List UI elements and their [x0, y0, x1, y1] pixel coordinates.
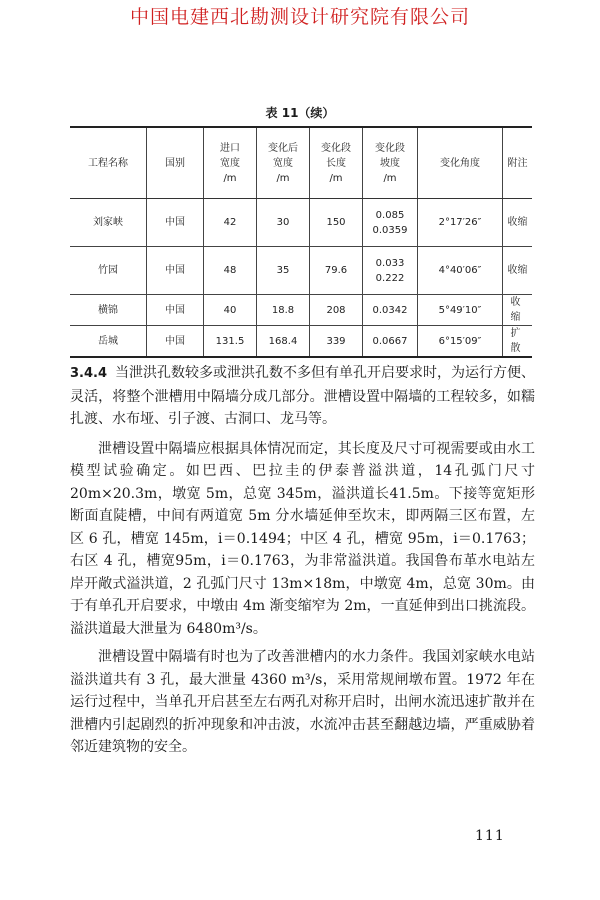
header-change-angle: 变化角度: [418, 127, 503, 199]
cell-change-angle: 4°40′06″: [418, 247, 503, 295]
page-number: 111: [475, 828, 505, 844]
header-note: 附注: [503, 127, 533, 199]
cell-project-name: 刘家峡: [93, 217, 123, 228]
cell-inlet-width: 48: [204, 247, 257, 295]
paragraph-text: 当泄洪孔数较多或泄洪孔数不多但有单孔开启要求时，为运行方便、灵活，将整个泄槽用中隔墙分成几部分。泄槽设置中隔墙的工程较多，如糯扎渡、水布垭、引子渡、古洞口、龙马等。: [70, 365, 536, 427]
table-header-row: [70, 127, 532, 199]
cell-change-angle: 6°15′09″: [418, 326, 503, 358]
cell-segment-slope: 0.0342: [363, 295, 418, 326]
cell-width-after: 30: [257, 199, 310, 247]
cell-country: 中国: [147, 326, 204, 358]
paragraph: [70, 362, 535, 431]
cell-width-after: 18.8: [257, 295, 310, 326]
section-number: 3.4.4: [70, 366, 108, 381]
cell-segment-length: 339: [310, 326, 363, 358]
table-title: 表 11（续）: [265, 106, 335, 120]
cell-width-after: 35: [257, 247, 310, 295]
header-project-name: 工程名称: [70, 127, 147, 199]
cell-note: 收缩: [503, 247, 533, 295]
cell-project-name: 岳城: [70, 326, 147, 358]
header-width-after: 变化后 宽度 /m: [257, 127, 310, 199]
cell-segment-slope: 0.033 0.222: [363, 247, 418, 295]
table-row: [70, 247, 532, 295]
cell-project-name: 竹园: [70, 247, 147, 295]
cell-note: 扩散: [503, 326, 533, 358]
table-row: [70, 295, 532, 326]
cell-country: 中国: [147, 247, 204, 295]
cell-change-angle: 5°49′10″: [418, 295, 503, 326]
cell-segment-length: 208: [310, 295, 363, 326]
cell-segment-length: 79.6: [310, 247, 363, 295]
cell-segment-slope: 0.085 0.0359: [363, 199, 418, 247]
table-row: [70, 199, 532, 247]
cell-change-angle: 2°17′26″: [418, 199, 503, 247]
paragraph: 泄槽设置中隔墙应根据具体情况而定，其长度及尺寸可视需要或由水工模型试验确定。如巴西、巴拉圭的伊泰普溢洪道，14孔弧门尺寸 20m×20.3m，墩宽 5m，总宽 345m，溢洪道长41.5m。下接等宽矩形断面直陡槽，中间有两道宽 5m 分水墙延伸至坎末，即两隔三区布置，左区 6 孔，槽宽 145m，i＝0.1494；中区 4 孔，槽宽 95m，i＝0.1763；右区 4 孔，槽宽95m，i＝0.1763，为非常溢洪道。我国鲁布革水电站左岸开敞式溢洪道，2 孔弧门尺寸 13m×18m，中墩宽 4m，总宽 30m。由于有单孔开启要求，中墩由 4m 渐变缩窄为 2m，一直延伸到出口挑流段。溢洪道最大泄量为 6480m³/s。: [70, 440, 535, 637]
cell-segment-slope: 0.0667: [363, 326, 418, 358]
header-segment-length: 变化段 长度 /m: [310, 127, 363, 199]
cell-inlet-width: 42: [204, 199, 257, 247]
cell-segment-length: 150: [310, 199, 363, 247]
data-table: [70, 126, 532, 358]
cell-country: 中国: [147, 199, 204, 247]
cell-note: 收缩: [503, 295, 533, 326]
paragraph: 泄槽设置中隔墙有时也为了改善泄槽内的水力条件。我国刘家峡水电站溢洪道共有 3 孔，最大泄量 4360 m³/s，采用常规闸墩布置。1972 年在运行过程中，当单孔开启甚至左右两孔对称开启时，出闸水流迅速扩散并在泄槽内引起剧烈的折冲现象和冲击波，水流冲击甚至翻越边墙，严重威胁着邻近建筑物的安全。: [70, 649, 535, 755]
cell-project-name: 横锦: [70, 295, 147, 326]
cell-inlet-width: 40: [204, 295, 257, 326]
table-row: [70, 326, 532, 358]
header-segment-slope: 变化段 坡度 /m: [363, 127, 418, 199]
header-inlet-width: 进口 宽度 /m: [204, 127, 257, 199]
cell-width-after: 168.4: [257, 326, 310, 358]
cell-country: 中国: [147, 295, 204, 326]
body-text: [70, 362, 535, 765]
header-country: 国别: [147, 127, 204, 199]
cell-note: 收缩: [503, 199, 533, 247]
publisher-header: 中国电建西北勘测设计研究院有限公司: [129, 6, 470, 28]
cell-inlet-width: 131.5: [204, 326, 257, 358]
